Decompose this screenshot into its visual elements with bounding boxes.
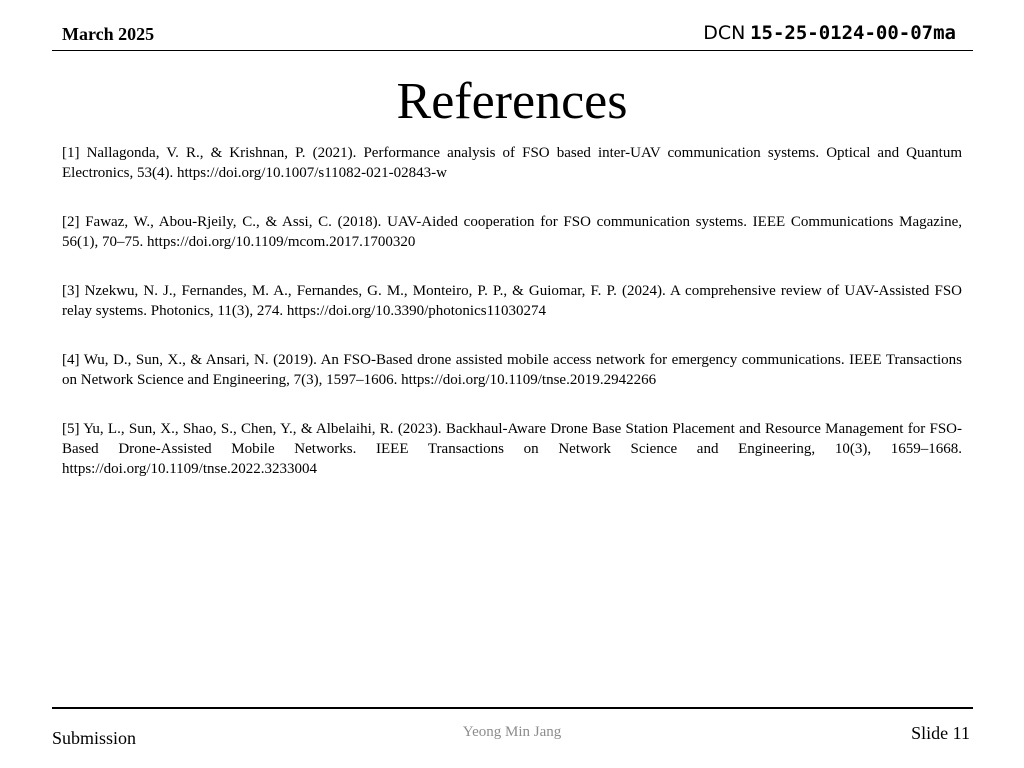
reference-item-1: [1] Nallagonda, V. R., & Krishnan, P. (2021). Performance analysis of FSO based inter-UAV communication systems. Optical and Quantum Electronics, 53(4). https://doi.org/10.1007/s11082-021-02843-w xyxy=(62,145,962,181)
reference-item-2: [2] Fawaz, W., Abou-Rjeily, C., & Assi, C. (2018). UAV-Aided cooperation for FSO communication systems. IEEE Communications Magazine, 56(1), 70–75. https://doi.org/10.1109/mcom.2017.1700320 xyxy=(62,214,962,250)
footer-author: Yeong Min Jang xyxy=(462,724,562,740)
reference-item-3: [3] Nzekwu, N. J., Fernandes, M. A., Fernandes, G. M., Monteiro, P. P., & Guiomar, F. P. (2024). A comprehensive review of UAV-Assisted FSO relay systems. Photonics, 11(3), 274. https://doi.org/10.3390/photonics11030274 xyxy=(62,283,962,319)
footer-submission: Submission xyxy=(52,728,137,748)
footer-divider xyxy=(52,707,973,709)
header-divider xyxy=(52,50,973,51)
reference-list xyxy=(62,143,962,508)
reference-item-4: [4] Wu, D., Sun, X., & Ansari, N. (2019). An FSO-Based drone assisted mobile access network for emergency communications. IEEE Transactions on Network Science and Engineering, 7(3), 1597–1606. https://doi.org/10.1109/tnse.2019.2942266 xyxy=(62,352,962,388)
dcn-label: DCN xyxy=(703,22,746,44)
dcn-number: 15-25-0124-00-07ma xyxy=(750,22,956,44)
reference-item-5: [5] Yu, L., Sun, X., Shao, S., Chen, Y., & Albelaihi, R. (2023). Backhaul-Aware Drone Base Station Placement and Resource Management for FSO-Based Drone-Assisted Mobile Networks. IEEE Transactions on Network Science and Engineering, 10(3), 1659–1668. https://doi.org/10.1109/tnse.2022.3233004 xyxy=(62,421,962,477)
page-title: References xyxy=(396,73,628,130)
slide-number: Slide 11 xyxy=(911,723,970,743)
header-date: March 2025 xyxy=(62,24,155,44)
document-control-number xyxy=(703,22,956,45)
